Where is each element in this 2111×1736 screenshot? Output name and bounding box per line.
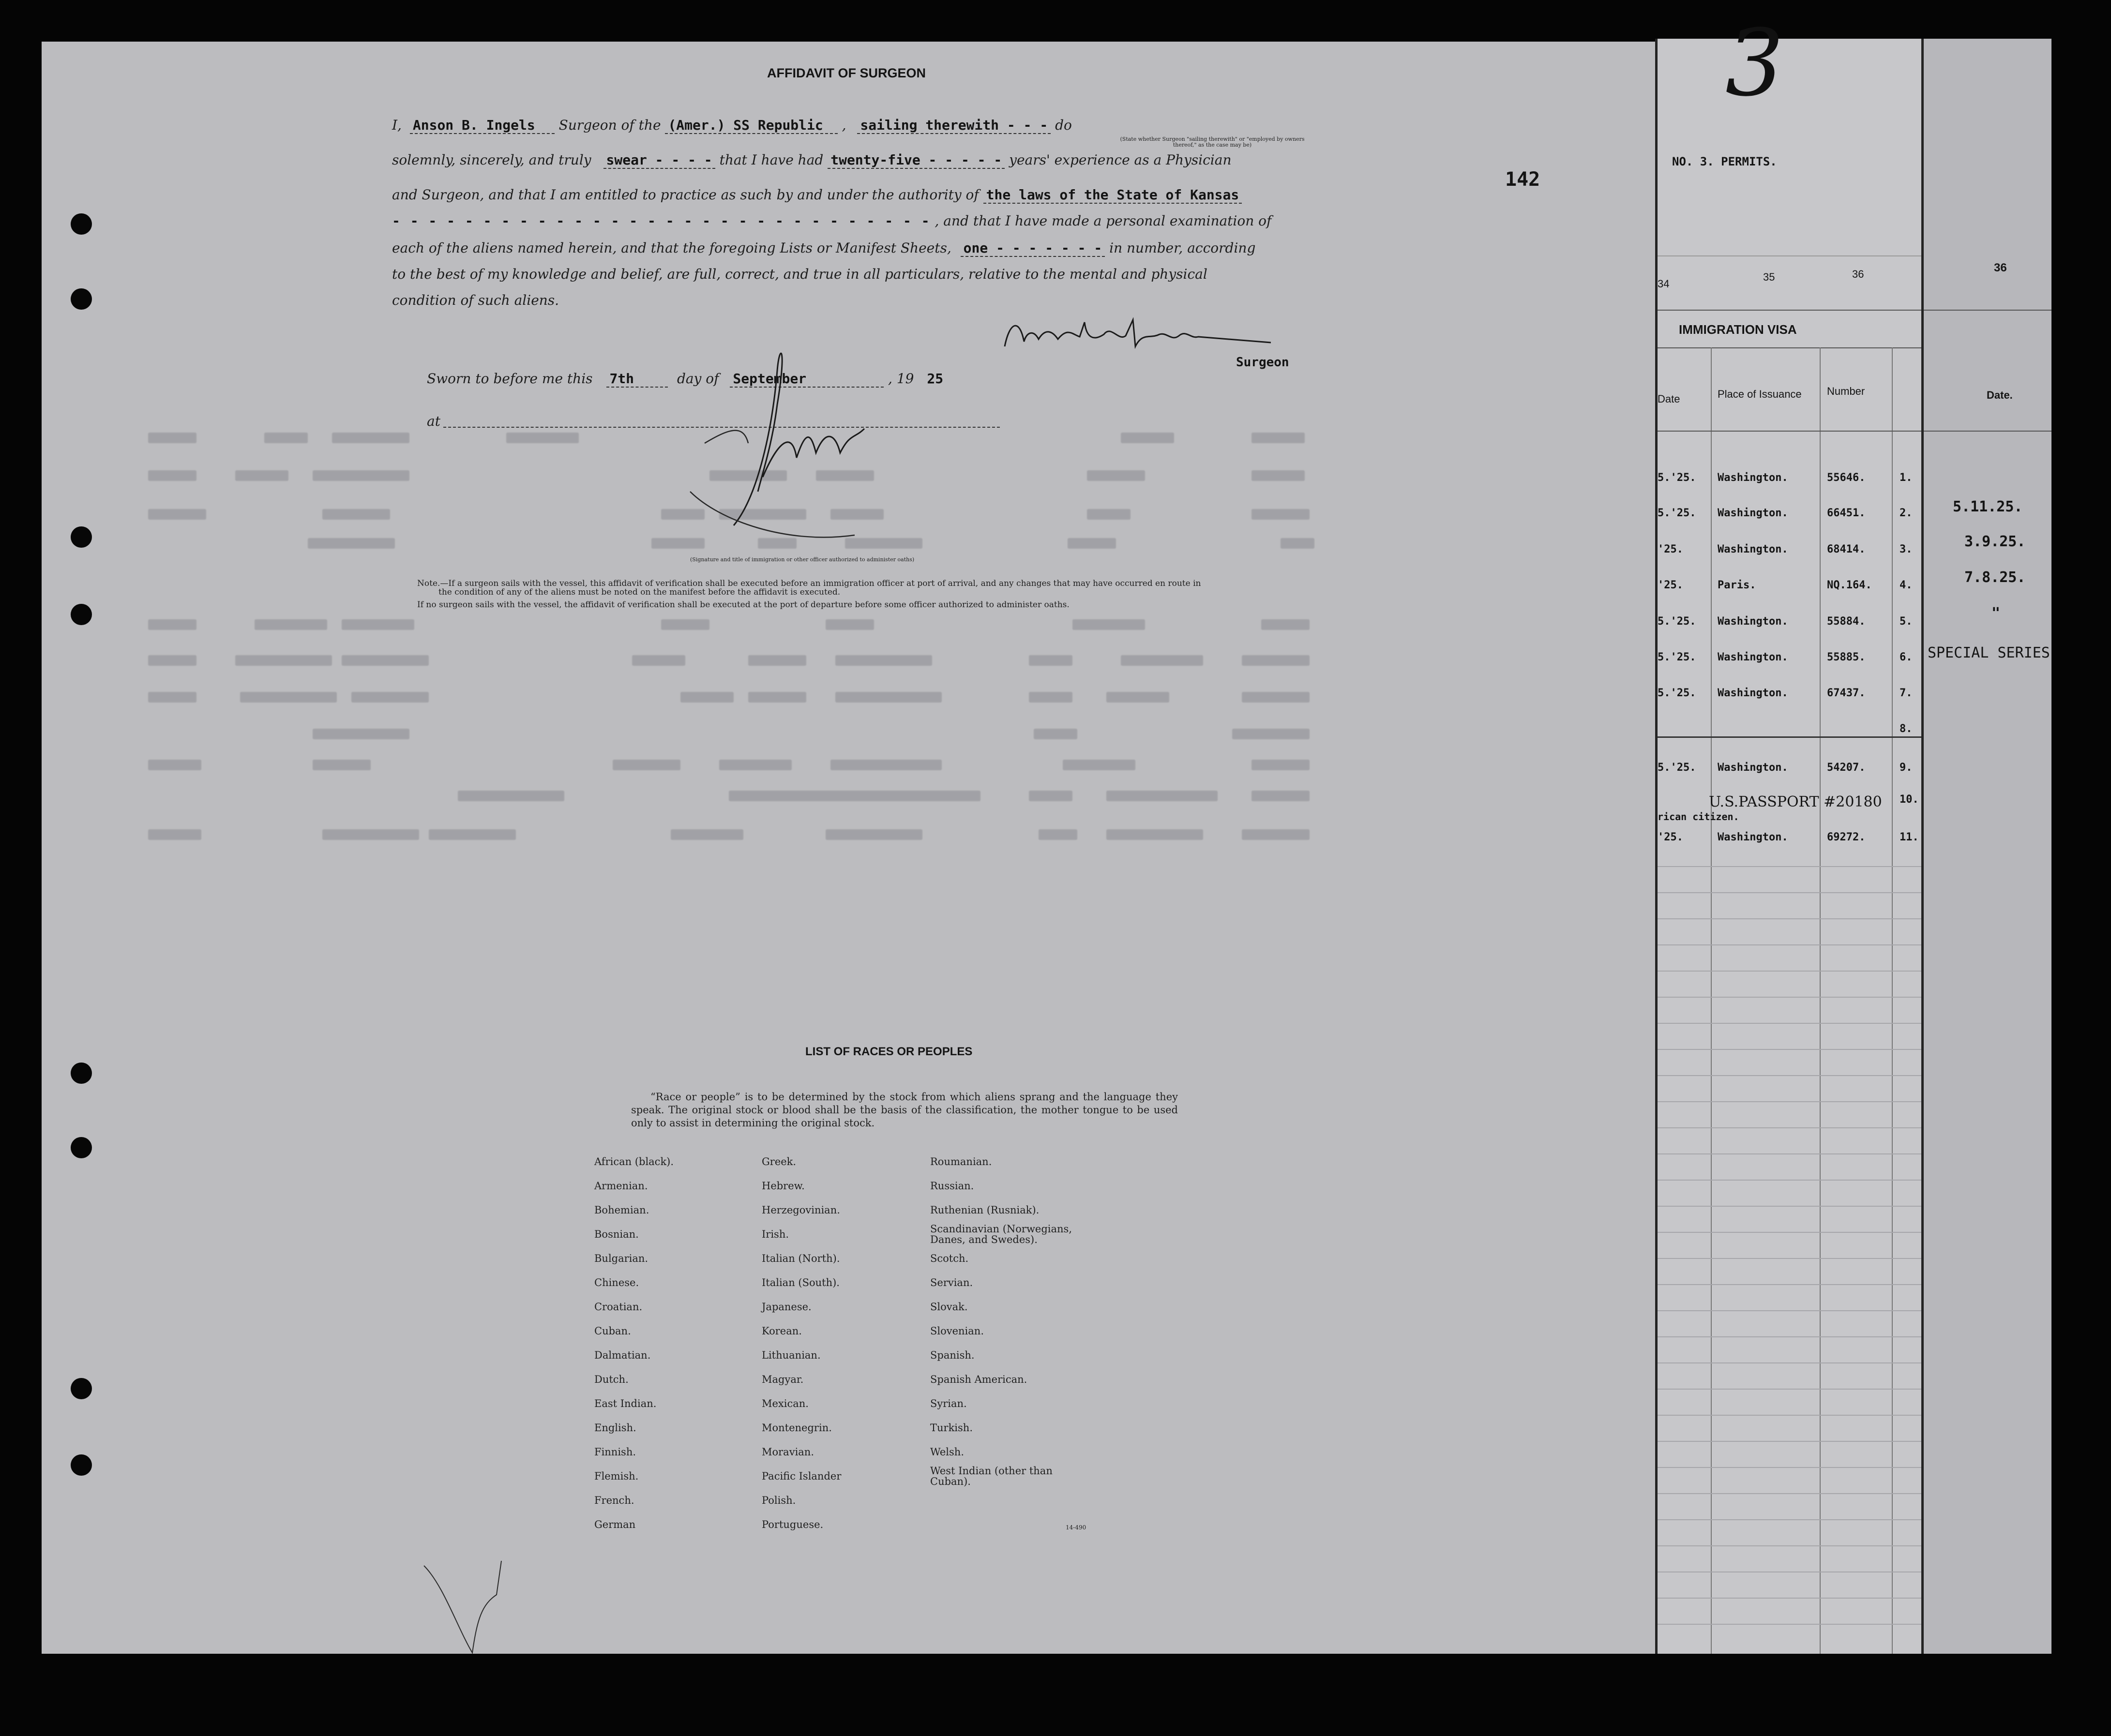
visa-number: 66451.	[1827, 507, 1866, 519]
text-surgeon-of: Surgeon of the	[558, 117, 661, 133]
race-item: Roumanian.	[930, 1156, 992, 1167]
surgeon-label: Surgeon	[1236, 355, 1289, 370]
race-item: Mexican.	[762, 1398, 809, 1409]
race-item: Slovak.	[930, 1301, 968, 1313]
visa-number: 55885.	[1827, 651, 1866, 663]
handwritten-number: 3	[1725, 10, 1784, 117]
visa-place: Washington.	[1718, 831, 1788, 843]
far-date-1: 5.11.25.	[1953, 498, 2023, 515]
ledger-rule	[1658, 1598, 1922, 1599]
ledger-rule	[1658, 1571, 1922, 1572]
punch-hole	[71, 526, 92, 548]
affidavit-sheet	[42, 42, 1656, 1654]
visa-place: Washington.	[1718, 543, 1788, 555]
affidavit-title: AFFIDAVIT OF SURGEON	[767, 66, 926, 80]
authority-continuation: - - - - - - - - - - - - - - - - - - - - - - - - - - - - - -	[392, 213, 931, 229]
race-item: Polish.	[762, 1495, 796, 1506]
day-field: 7th	[606, 371, 668, 388]
far-col-label: Date.	[1987, 389, 2013, 401]
races-column-2	[762, 1150, 841, 1537]
text-sworn: Sworn to before me this	[427, 371, 593, 387]
line-number: 4.	[1900, 579, 1913, 591]
race-item: Russian.	[930, 1180, 974, 1192]
affidavit-line-6: to the best of my knowledge and belief, are full, correct, and true in all particulars, relative to the mental and physical	[392, 266, 1207, 282]
col-number-36: 36	[1852, 268, 1864, 280]
affidavit-line-5	[392, 240, 1255, 256]
race-item: West Indian (other than Cuban).	[930, 1465, 1053, 1487]
ledger-rule	[1658, 1362, 1922, 1363]
visa-date: '25.	[1658, 543, 1683, 555]
ledger-rule	[1658, 1049, 1922, 1050]
bleed-through-row	[129, 619, 1358, 634]
visa-place: Washington.	[1718, 472, 1788, 484]
rule	[1924, 431, 2051, 432]
race-item: English.	[594, 1422, 636, 1434]
visa-date: 5.'25.	[1658, 651, 1696, 663]
visa-date: 5.'25.	[1658, 472, 1696, 484]
ledger-rule	[1658, 866, 1922, 867]
ledger-rule	[1658, 1232, 1922, 1233]
race-item: Bosnian.	[594, 1228, 639, 1240]
race-item: Greek.	[762, 1156, 797, 1167]
far-date-4: "	[1991, 605, 2001, 622]
bleed-through-row	[129, 655, 1358, 670]
affidavit-line-1: I, Anson B. Ingels Surgeon of the (Amer.) SS Republic , sailing therewith - - - do	[392, 117, 1072, 133]
ledger-rule	[1658, 997, 1922, 998]
ship-field: (Amer.) SS Republic	[665, 117, 837, 134]
far-date-2: 3.9.25.	[1964, 533, 2026, 550]
race-item: Hebrew.	[762, 1180, 805, 1192]
far-col-number: 36	[1994, 261, 2007, 274]
race-item: Korean.	[762, 1325, 802, 1337]
race-item: Flemish.	[594, 1470, 639, 1482]
visa-place: Washington.	[1718, 507, 1788, 519]
text-in-number: in number, according	[1109, 240, 1256, 256]
race-item: Dalmatian.	[594, 1349, 651, 1361]
far-sheet	[1924, 39, 2051, 1654]
visa-number: 69272.	[1827, 831, 1866, 843]
ledger-rule	[1658, 1467, 1922, 1468]
ledger-rule	[1658, 1493, 1922, 1494]
bleed-through-row	[129, 729, 1358, 743]
permits-header: NO. 3. PERMITS.	[1672, 155, 1777, 168]
col-number-34: 34	[1658, 278, 1670, 290]
line-number: 1.	[1900, 472, 1913, 484]
visa-place: Washington.	[1718, 651, 1788, 663]
note-line-1: Note.—If a surgeon sails with the vessel, this affidavit of verification shall be executed before an immigration officer at port of arrival, and any changes that may have occurred en route in	[417, 579, 1201, 588]
ledger-rule	[1658, 918, 1922, 919]
ledger-rule	[1658, 1624, 1922, 1625]
race-item: Scotch.	[930, 1253, 969, 1264]
ledger-rule	[1658, 1180, 1922, 1181]
race-item: Spanish.	[930, 1349, 975, 1361]
race-item: Pacific Islander	[762, 1470, 842, 1482]
race-item: Scandinavian (Norwegians, Danes, and Swedes).	[930, 1223, 1072, 1245]
sheet-count-field: one - - - - - - -	[961, 240, 1105, 257]
race-item: Portuguese.	[762, 1519, 824, 1530]
race-item: Montenegrin.	[762, 1422, 832, 1434]
race-item: French.	[594, 1495, 634, 1506]
line-number: 3.	[1900, 543, 1913, 555]
affidavit-line-4	[392, 213, 1271, 229]
race-item: German	[594, 1519, 636, 1530]
month-field: September	[730, 371, 884, 388]
bleed-through-row	[129, 760, 1358, 774]
text-each-alien: each of the aliens named herein, and that the foregoing Lists or Manifest Sheets,	[392, 240, 951, 256]
race-item: Dutch.	[594, 1374, 629, 1385]
visa-number: 55646.	[1827, 472, 1866, 484]
visa-number: NQ.164.	[1827, 579, 1872, 591]
race-item: Magyar.	[762, 1374, 804, 1385]
far-date-3: 7.8.25.	[1964, 569, 2026, 586]
ledger-rule	[1658, 1310, 1922, 1311]
visa-date: 5.'25.	[1658, 762, 1696, 774]
race-item: African (black).	[594, 1156, 674, 1167]
col-divider	[1820, 347, 1821, 1654]
ledger-rule	[1658, 1545, 1922, 1546]
col-number-35: 35	[1763, 271, 1775, 283]
punch-hole	[71, 213, 92, 235]
bleed-through-row	[129, 692, 1358, 706]
rule	[1924, 310, 2051, 311]
ledger-rule	[1658, 1023, 1922, 1024]
margin-scribble	[400, 1508, 521, 1654]
bleed-through-row	[129, 829, 1358, 844]
race-item: Bohemian.	[594, 1204, 649, 1216]
ledger-rule	[1658, 1519, 1922, 1520]
text-and-surgeon: and Surgeon, and that I am entitled to practice as such by and under the authority of	[392, 187, 979, 203]
race-item: Finnish.	[594, 1446, 636, 1458]
punch-hole	[71, 1063, 92, 1084]
special-series: SPECIAL SERIES	[1928, 644, 2050, 661]
visa-place: Washington.	[1718, 615, 1788, 628]
races-column-1	[594, 1150, 674, 1537]
rule	[1658, 736, 1922, 738]
rule	[1658, 310, 1922, 311]
punch-hole	[71, 1378, 92, 1399]
race-item: Armenian.	[594, 1180, 648, 1192]
race-item: Ruthenian (Rusniak).	[930, 1204, 1040, 1216]
race-item: East Indian.	[594, 1398, 657, 1409]
col-divider	[1711, 347, 1712, 1654]
race-item: Japanese.	[762, 1301, 812, 1313]
officer-hint: (Signature and title of immigration or other officer authorized to administer oaths)	[690, 556, 915, 563]
line-number: 11.	[1900, 831, 1919, 843]
status-hint: (State whether Surgeon "sailing therewith" or "employed by owners thereof," as the case may be)	[1120, 136, 1305, 148]
punch-hole	[71, 288, 92, 310]
note-line-3: If no surgeon sails with the vessel, the affidavit of verification shall be executed at the port of departure before some officer authorized to administer oaths.	[417, 600, 1070, 610]
ledger-rule	[1658, 1075, 1922, 1076]
sailing-status-field: sailing therewith - - -	[857, 117, 1051, 134]
col-label-place: Place of Issuance	[1718, 388, 1802, 400]
col-label-number: Number	[1827, 385, 1865, 397]
races-intro: “Race or people” is to be determined by the stock from which aliens sprang and the language they speak. The original stock or blood shall be the basis of the classification, the mother tongue to be used only to assist in determining the original stock.	[631, 1091, 1178, 1129]
form-code: 14-490	[1066, 1524, 1086, 1531]
officer-signature	[661, 332, 913, 559]
line-number: 6.	[1900, 651, 1913, 663]
authority-field: the laws of the State of Kansas	[983, 187, 1242, 204]
note-line-2: the condition of any of the aliens must be noted on the manifest before the affidavit is executed.	[438, 587, 841, 597]
visa-date: '25.	[1658, 831, 1683, 843]
citizen-note: rican citizen.	[1658, 811, 1739, 823]
bleed-through-row	[129, 791, 1358, 805]
text-day-of: day of	[677, 371, 719, 387]
surgeon-name-field: Anson B. Ingels	[410, 117, 555, 134]
visa-number: 54207.	[1827, 762, 1866, 774]
race-item: Lithuanian.	[762, 1349, 821, 1361]
visa-number: 55884.	[1827, 615, 1866, 628]
races-title: LIST OF RACES OR PEOPLES	[805, 1045, 973, 1058]
visa-place: Washington.	[1718, 762, 1788, 774]
race-item: Cuban.	[594, 1325, 631, 1337]
race-item: Bulgarian.	[594, 1253, 648, 1264]
text-solemnly: solemnly, sincerely, and truly	[392, 152, 591, 168]
ledger-rule	[1658, 1336, 1922, 1337]
ledger-rule	[1658, 892, 1922, 893]
ledger-rule	[1658, 1101, 1922, 1102]
line-number: 2.	[1900, 507, 1913, 519]
race-item: Spanish American.	[930, 1374, 1027, 1385]
ledger-rule	[1658, 1389, 1922, 1390]
ledger-rule	[1658, 1127, 1922, 1128]
text-years: years' experience as a Physician	[1009, 152, 1232, 168]
col-label-date: Date	[1658, 393, 1680, 405]
line-number: 10.	[1900, 793, 1919, 806]
rule	[1658, 431, 1922, 432]
text-that: that I have had	[719, 152, 824, 168]
page-number: 142	[1505, 168, 1540, 191]
ledger-rule	[1658, 1415, 1922, 1416]
race-item: Herzegovinian.	[762, 1204, 840, 1216]
race-item: Turkish.	[930, 1422, 973, 1434]
immigration-visa-title: IMMIGRATION VISA	[1679, 322, 1797, 337]
rule	[1658, 255, 1922, 256]
permits-sheet	[1658, 10, 1922, 1654]
affidavit-line-7: condition of such aliens.	[392, 292, 559, 308]
visa-date: 5.'25.	[1658, 507, 1696, 519]
year-field: 25	[927, 371, 944, 387]
race-item: Italian (South).	[762, 1277, 840, 1288]
affidavit-line-3	[392, 187, 1242, 203]
race-item: Irish.	[762, 1228, 789, 1240]
visa-place: Paris.	[1718, 579, 1756, 591]
race-item: Syrian.	[930, 1398, 967, 1409]
punch-hole	[71, 1454, 92, 1476]
ledger-rule	[1658, 1153, 1922, 1154]
race-item: Welsh.	[930, 1446, 964, 1458]
text-do: do	[1055, 117, 1072, 133]
rule	[1658, 347, 1922, 348]
years-field: twenty-five - - - - -	[828, 152, 1005, 169]
line-number: 8.	[1900, 723, 1913, 735]
visa-date: 5.'25.	[1658, 615, 1696, 628]
ledger-rule	[1658, 1441, 1922, 1442]
visa-number: 67437.	[1827, 687, 1866, 699]
race-item: Moravian.	[762, 1446, 814, 1458]
text-personal-examination: , and that I have made a personal examination of	[935, 213, 1272, 229]
race-item: Italian (North).	[762, 1253, 840, 1264]
race-item: Chinese.	[594, 1277, 639, 1288]
passport-entry: U.S.PASSPORT #20180	[1709, 793, 1882, 810]
punch-hole	[71, 1137, 92, 1158]
race-item: Croatian.	[594, 1301, 643, 1313]
col-divider	[1892, 347, 1893, 1654]
visa-place: Washington.	[1718, 687, 1788, 699]
visa-date: '25.	[1658, 579, 1683, 591]
races-column-3	[930, 1150, 1072, 1488]
ledger-rule	[1658, 1206, 1922, 1207]
ledger-rule	[1658, 1284, 1922, 1285]
ledger-rule	[1658, 971, 1922, 972]
race-item: Slovenian.	[930, 1325, 984, 1337]
visa-date: 5.'25.	[1658, 687, 1696, 699]
affidavit-line-2	[392, 152, 1232, 168]
visa-number: 68414.	[1827, 543, 1866, 555]
text-19: , 19	[888, 371, 914, 387]
text-at: at	[427, 413, 440, 429]
surgeon-signature	[1000, 313, 1281, 356]
race-item: Servian.	[930, 1277, 973, 1288]
oath-field: swear - - - -	[603, 152, 715, 169]
punch-hole	[71, 604, 92, 625]
ledger-rule	[1658, 1258, 1922, 1259]
text-i: I,	[392, 117, 402, 133]
ledger-rule	[1658, 944, 1922, 945]
line-number: 9.	[1900, 762, 1913, 774]
line-number: 7.	[1900, 687, 1913, 699]
line-number: 5.	[1900, 615, 1913, 628]
